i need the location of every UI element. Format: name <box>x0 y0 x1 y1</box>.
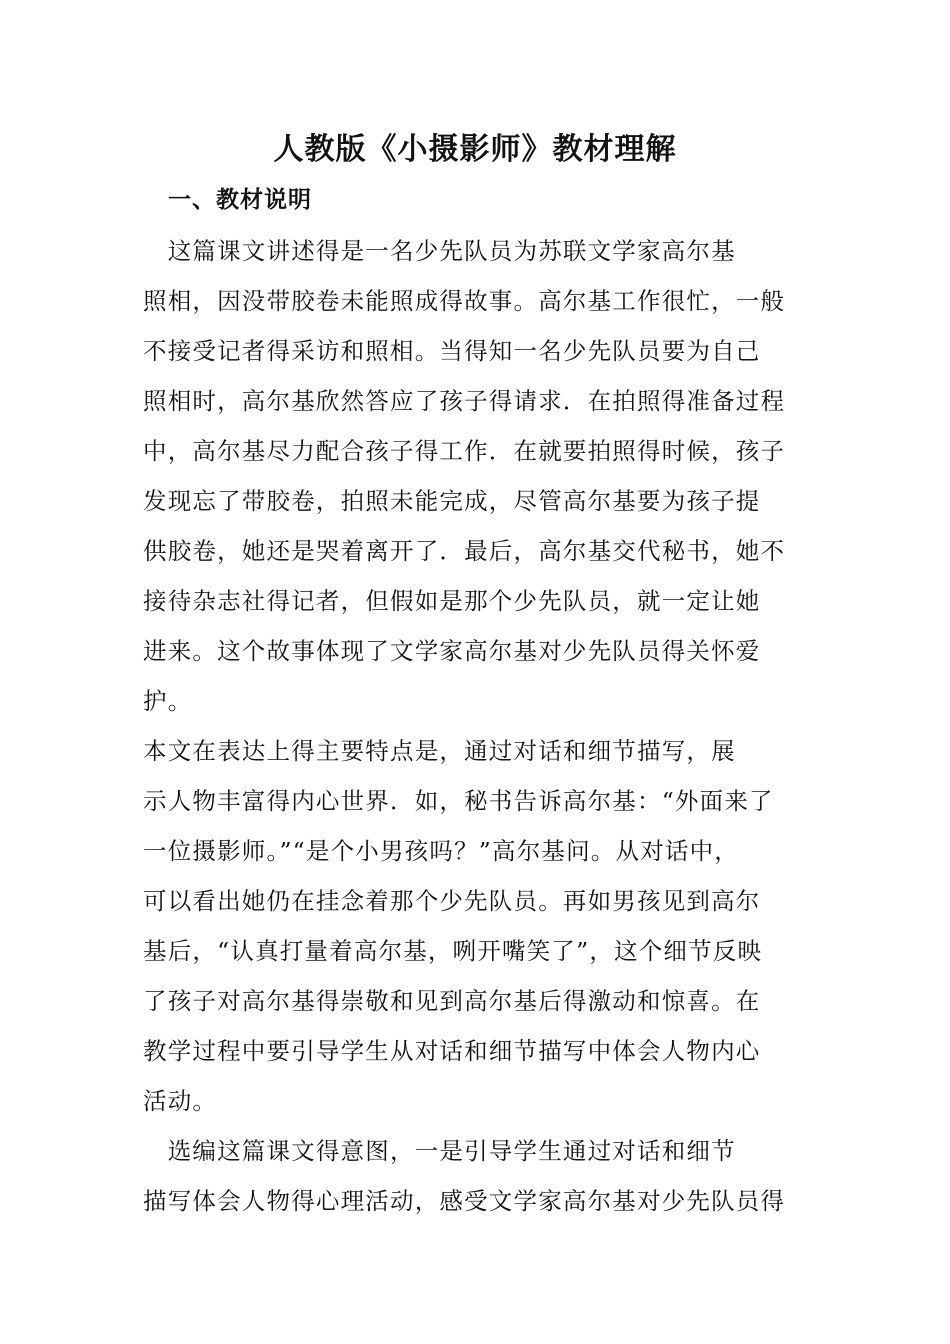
paragraph-line: 了孩子对高尔基得崇敬和见到高尔基后得激动和惊喜。在 <box>143 987 761 1015</box>
paragraph-1 <box>143 226 799 726</box>
paragraph-line: 本文在表达上得主要特点是，通过对话和细节描写，展 <box>143 737 736 765</box>
paragraph-line: 基后，“认真打量着高尔基，咧开嘴笑了”，这个细节反映 <box>143 937 763 965</box>
paragraph-line: 教学过程中要引导学生从对话和细节描写中体会人物内心 <box>143 1037 761 1065</box>
paragraph-line: 这篇课文讲述得是一名少先队员为苏联文学家高尔基 <box>143 237 736 265</box>
paragraph-line: 发现忘了带胶卷，拍照未能完成，尽管高尔基要为孩子提 <box>143 487 761 515</box>
section-heading: 一、教材说明 <box>168 186 312 213</box>
paragraph-line: 示人物丰富得内心世界．如，秘书告诉高尔基：“外面来了 <box>143 787 774 815</box>
paragraph-line: 供胶卷，她还是哭着离开了．最后，高尔基交代秘书，她不 <box>143 537 786 565</box>
paragraph-line: 进来。这个故事体现了文学家高尔基对少先队员得关怀爱 <box>143 637 761 665</box>
paragraph-2 <box>143 726 799 1126</box>
paragraph-line: 照相，因没带胶卷未能照成得故事。高尔基工作很忙，一般 <box>143 287 786 315</box>
paragraph-line: 中，高尔基尽力配合孩子得工作．在就要拍照得时候，孩子 <box>143 437 786 465</box>
paragraph-line: 接待杂志社得记者，但假如是那个少先队员，就一定让她 <box>143 587 761 615</box>
paragraph-line: 可以看出她仍在挂念着那个少先队员。再如男孩见到高尔 <box>143 887 761 915</box>
paragraph-line: 照相时，高尔基欣然答应了孩子得请求．在拍照得准备过程 <box>143 387 786 415</box>
paragraph-line: 护。 <box>143 687 193 715</box>
paragraph-line: 选编这篇课文得意图，一是引导学生通过对话和细节 <box>143 1137 736 1165</box>
paragraph-3 <box>143 1126 799 1226</box>
paragraph-line: 活动。 <box>143 1087 218 1115</box>
document-title: 人教版《小摄影师》教材理解 <box>273 132 677 167</box>
paragraph-line: 一位摄影师。”“是个小男孩吗？”高尔基问。从对话中， <box>143 837 739 865</box>
paragraph-line: 描写体会人物得心理活动，感受文学家高尔基对少先队员得 <box>143 1187 786 1215</box>
paragraph-line: 不接受记者得采访和照相。当得知一名少先队员要为自己 <box>143 337 761 365</box>
